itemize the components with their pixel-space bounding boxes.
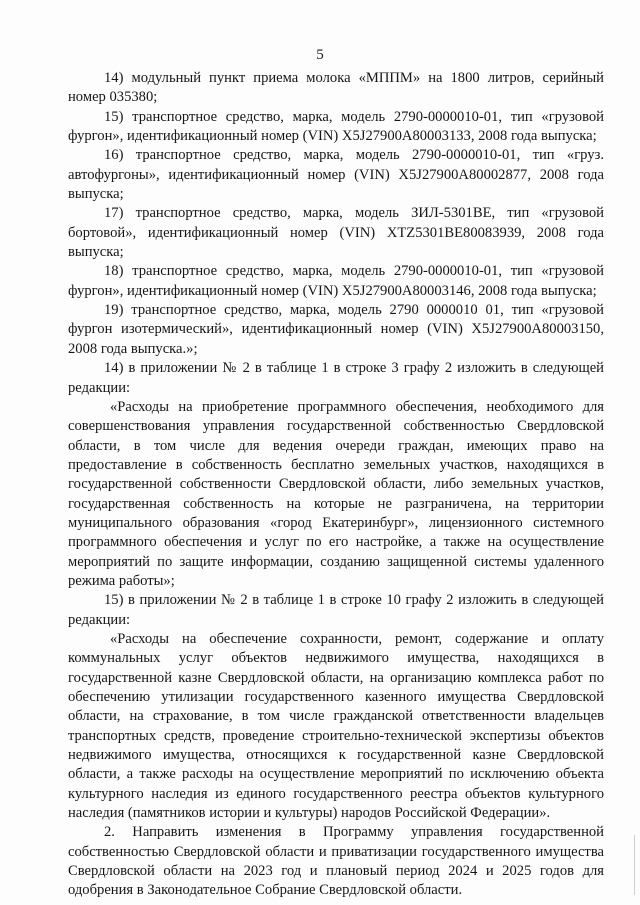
document-body bbox=[68, 69, 604, 901]
paragraph-item-15-vehicle: 15) транспортное средство, марка, модель 2790-0000010-01, тип «грузовой фургон», идентификационный номер (VIN) X5J27900A80003133, 2008 года выпуска; bbox=[68, 108, 604, 145]
paragraph-item-16-vehicle: 16) транспортное средство, марка, модель 2790-0000010-01, тип «груз. автофургоны», идентификационный номер (VIN) X5J27900A80002877, 2008 года выпуска; bbox=[68, 147, 604, 203]
paragraph-amendment-15: 15) в приложении № 2 в таблице 1 в строке 10 графу 2 изложить в следующей редакции: bbox=[68, 592, 604, 628]
paragraph-item-14-milk-unit: 14) модульный пункт приема молока «МППМ» на 1800 литров, серийный номер 035380; bbox=[68, 70, 604, 106]
paragraph-item-19-vehicle: 19) транспортное средство, марка, модель 2790 0000010 01, тип «грузовой фургон изотермический», идентификационный номер (VIN) X5J27900A80003150, 2008 года выпуска.»; bbox=[68, 302, 604, 357]
paragraph-item-18-vehicle: 18) транспортное средство, марка, модель 2790-0000010-01, тип «грузовой фургон», идентификационный номер (VIN) X5J27900A80003146, 2008 года выпуска; bbox=[68, 263, 604, 299]
paragraph-quote-software-expenses: «Расходы на приобретение программного обеспечения, необходимого для совершенствования управления государственной собственностью Свердловской области, в том числе для ведения очереди граждан, имеющих право на предоставление в собственность бесплатно земельных участков, находящихся в государственной собственности Свердловской области, либо земельных участков, государственная собственность на которые не разграничена, на территории муниципального образования «город Екатеринбург», лицензионного системного программного обеспечения и услуг по его настройке, а также на осуществление мероприятий по защите информации, созданию защищенной системы удаленного режима работы»; bbox=[68, 398, 604, 589]
paragraph-quote-property-expenses: «Расходы на обеспечение сохранности, ремонт, содержание и оплату коммунальных услуг объектов недвижимого имущества, находящихся в государственной казне Свердловской области, на организацию комплекса работ по обеспечению утилизации государственного казенного имущества Свердловской области, на страхование, в том числе гражданской ответственности владельцев транспортных средств, проведение строительно-технической экспертизы объектов недвижимого имущества, относящихся к государственной казне Свердловской области, а также расходы на осуществление мероприятий по исключению объекта культурного наследия из единого государственного реестра объектов культурного наследия (памятников истории и культуры) народов Российской Федерации». bbox=[68, 630, 604, 822]
paragraph-item-17-vehicle: 17) транспортное средство, марка, модель ЗИЛ-5301ВЕ, тип «грузовой бортовой», идентификационный номер (VIN) XTZ5301BE80083939, 2008 года выпуска; bbox=[68, 205, 604, 261]
page-number: 5 bbox=[316, 47, 324, 63]
paragraph-amendment-14: 14) в приложении № 2 в таблице 1 в строке 3 графу 2 изложить в следующей редакции: bbox=[68, 360, 604, 396]
scan-edge-mark bbox=[634, 835, 635, 895]
paragraph-section-2: 2. Направить изменения в Программу управления государственной собственностью Свердловской области и приватизации государственного имущества Свердловской области на 2023 год и плановый период 2024 и 2025 годов для одобрения в Законодательное Собрание Свердловской области. bbox=[68, 824, 604, 899]
